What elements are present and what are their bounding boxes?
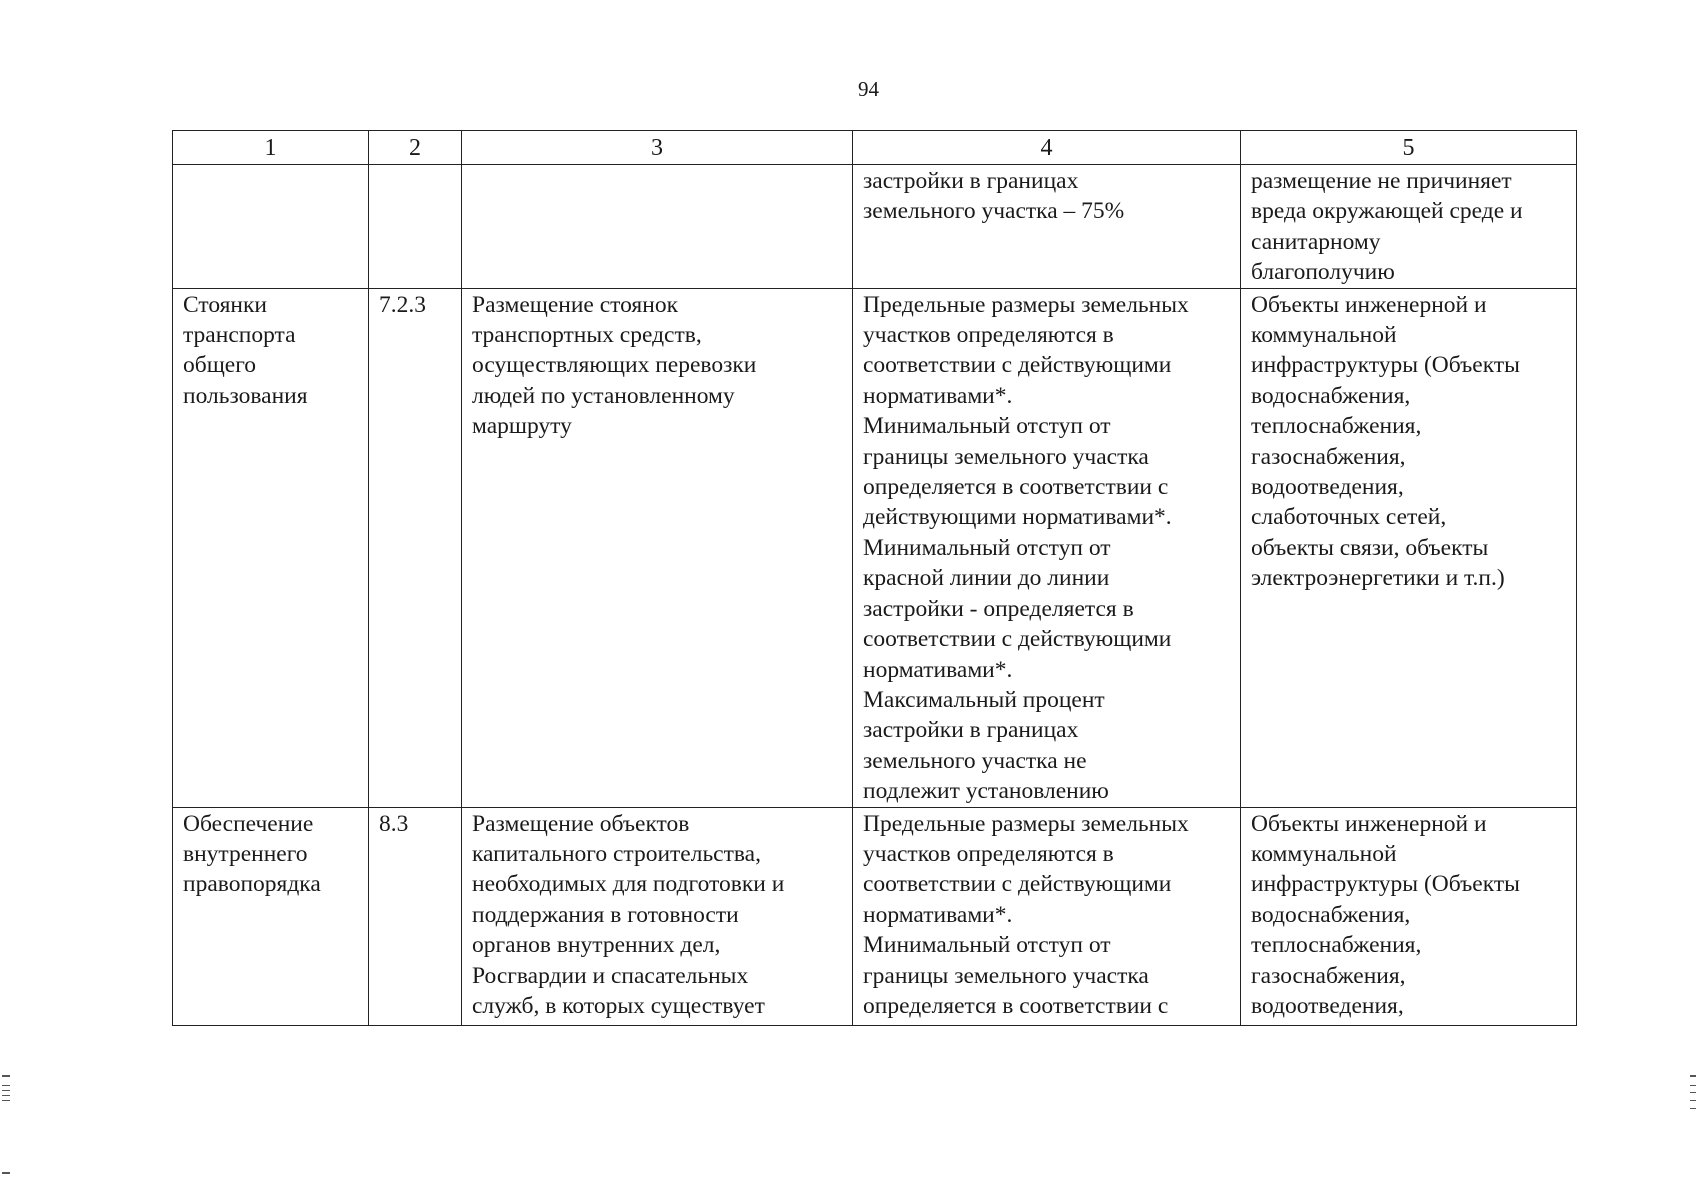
- table-cell: [369, 288, 462, 807]
- table-cell: [853, 288, 1241, 807]
- table-cell: [1241, 807, 1577, 1025]
- table-cell: [173, 807, 369, 1025]
- column-header: 3: [462, 131, 853, 165]
- scan-mark-left: [2, 1075, 10, 1077]
- use-type-code: 8.3: [379, 810, 409, 837]
- table-cell: [853, 165, 1241, 289]
- scan-mark-right: [1690, 1108, 1696, 1109]
- table-row: [173, 807, 1577, 1025]
- scan-mark-right: [1690, 1100, 1696, 1101]
- scan-mark-left: [2, 1100, 10, 1101]
- use-type-name: Стоянки транспорта общего пользования: [183, 291, 308, 409]
- scan-mark-right: [1690, 1085, 1696, 1086]
- scan-mark-left: [2, 1085, 10, 1086]
- scan-mark-left: [2, 1090, 10, 1091]
- table-cell: [462, 165, 853, 289]
- use-type-code: 7.2.3: [379, 291, 426, 318]
- column-header: 2: [369, 131, 462, 165]
- table-cell: [462, 288, 853, 807]
- use-type-name: Обеспечение внутреннего правопорядка: [183, 810, 321, 898]
- column-header: 4: [853, 131, 1241, 165]
- table-cell: [173, 165, 369, 289]
- column-header: 5: [1241, 131, 1577, 165]
- table-cell: [462, 807, 853, 1025]
- table-cell: [369, 165, 462, 289]
- auxiliary-uses: Объекты инженерной и коммунальной инфраструктуры (Объекты водоснабжения, теплоснабжения, газоснабжения, водоотведения,: [1251, 810, 1520, 1019]
- land-use-table: [172, 130, 1577, 1026]
- table-row: [173, 165, 1577, 289]
- table-cell: [173, 288, 369, 807]
- column-header: 1: [173, 131, 369, 165]
- table-cell: [1241, 165, 1577, 289]
- table-cell: [853, 807, 1241, 1025]
- parcel-parameters: застройки в границах земельного участка – 75%: [863, 168, 1125, 225]
- table-cell: [369, 807, 462, 1025]
- scan-mark-left: [2, 1095, 10, 1096]
- scan-mark-left: [2, 1172, 10, 1174]
- parcel-parameters: Предельные размеры земельных участков определяются в соответствии с действующими нормативами*. Минимальный отступ от границы земельного участка определяется в соответствии с действующими нормативами*. Минимальный отступ от красной линии до линии застройки - определяется в соответствии с действующими нормативами*. Максимальный процент застройки в границах земельного участка не подлежит установлению: [863, 291, 1189, 805]
- scan-mark-right: [1690, 1092, 1696, 1093]
- table-row: [173, 288, 1577, 807]
- table-cell: [1241, 288, 1577, 807]
- auxiliary-uses: размещение не причиняет вреда окружающей среде и санитарному благополучию: [1251, 168, 1523, 286]
- page-number: 94: [858, 77, 879, 101]
- scan-mark-right: [1690, 1075, 1696, 1077]
- auxiliary-uses: Объекты инженерной и коммунальной инфраструктуры (Объекты водоснабжения, теплоснабжения, газоснабжения, водоотведения, слаботочных сетей, объекты связи, объекты электроэнергетики и т.п.): [1251, 291, 1520, 592]
- table-header-row: [173, 131, 1577, 165]
- parcel-parameters: Предельные размеры земельных участков определяются в соответствии с действующими нормативами*. Минимальный отступ от границы земельного участка определяется в соответствии с: [863, 810, 1189, 1019]
- use-type-description: Размещение стоянок транспортных средств, осуществляющих перевозки людей по установленному маршруту: [472, 291, 757, 440]
- use-type-description: Размещение объектов капитального строительства, необходимых для подготовки и поддержания в готовности органов внутренних дел, Росгвардии и спасательных служб, в которых существует: [472, 810, 785, 1019]
